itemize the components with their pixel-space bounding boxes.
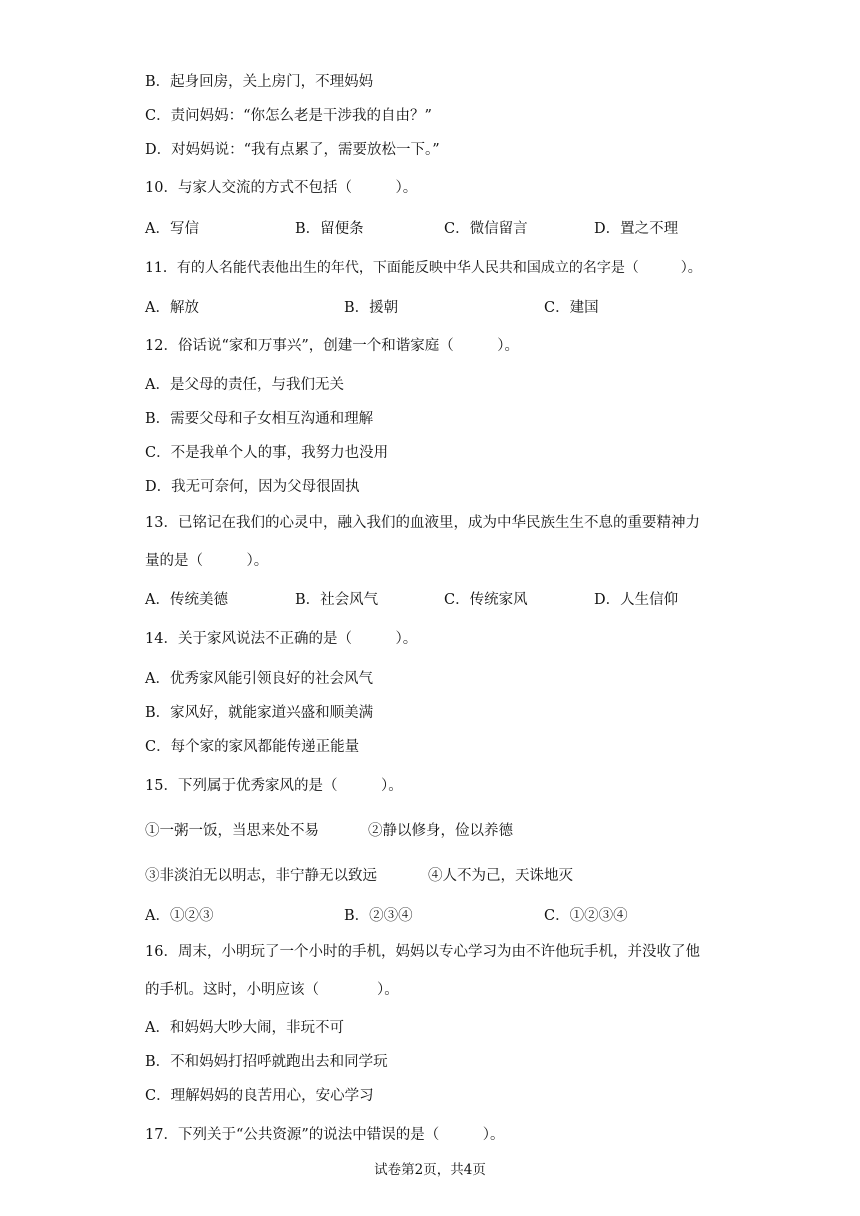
q13-option-a: A．传统美德 — [145, 592, 228, 608]
q15-item-2: ②静以修身，俭以养德 — [368, 823, 513, 839]
q12-stem: 12．俗话说“家和万事兴”，创建一个和谐家庭（ ）。 — [145, 338, 520, 354]
q15-option-c: C．①②③④ — [544, 908, 628, 924]
q11-stem: 11．有的人名能代表他出生的年代，下面能反映中华人民共和国成立的名字是（ ）。 — [145, 260, 702, 276]
q10-option-c: C．微信留言 — [444, 221, 528, 237]
q15-stem: 15．下列属于优秀家风的是（ ）。 — [145, 778, 403, 794]
q13-option-b: B．社会风气 — [295, 592, 379, 608]
q15-option-a: A．①②③ — [145, 908, 214, 924]
q10-stem: 10．与家人交流的方式不包括（ ）。 — [145, 180, 418, 196]
q16-option-c: C．理解妈妈的良苦用心，安心学习 — [145, 1088, 374, 1104]
q10-option-d: D．置之不理 — [594, 221, 679, 237]
q12-option-c: C．不是我单个人的事，我努力也没用 — [145, 445, 389, 461]
q13-option-d: D．人生信仰 — [594, 592, 679, 608]
q10-option-a: A．写信 — [145, 221, 199, 237]
q15-item-4: ④人不为己，天诛地灭 — [428, 868, 573, 884]
q10-option-b: B．留便条 — [295, 221, 364, 237]
q17-stem: 17．下列关于“公共资源”的说法中错误的是（ ）。 — [145, 1127, 505, 1143]
q14-stem: 14．关于家风说法不正确的是（ ）。 — [145, 631, 418, 647]
q14-option-c: C．每个家的家风都能传递正能量 — [145, 739, 360, 755]
q14-option-a: A．优秀家风能引领良好的社会风气 — [145, 671, 373, 687]
q16-option-a: A．和妈妈大吵大闹，非玩不可 — [145, 1020, 344, 1036]
q12-option-a: A．是父母的责任，与我们无关 — [145, 377, 344, 393]
q12-option-d: D．我无可奈何，因为父母很固执 — [145, 479, 360, 495]
q15-item-3: ③非淡泊无以明志，非宁静无以致远 — [145, 868, 377, 884]
q14-option-b: B．家风好，就能家道兴盛和顺美满 — [145, 705, 374, 721]
q13-stem-line2: 量的是（ ）。 — [145, 553, 269, 569]
q16-stem-line2: 的手机。这时，小明应该（ ）。 — [145, 982, 399, 998]
q11-option-c: C．建国 — [544, 300, 599, 316]
q16-option-b: B．不和妈妈打招呼就跑出去和同学玩 — [145, 1054, 388, 1070]
q13-option-c: C．传统家风 — [444, 592, 528, 608]
page-footer: 试卷第2页，共4页 — [374, 1162, 486, 1178]
q11-option-b: B．援朝 — [344, 300, 399, 316]
q15-option-b: B．②③④ — [344, 908, 413, 924]
q9-option-d: D．对妈妈说：“我有点累了，需要放松一下。” — [145, 142, 440, 158]
q16-stem-line1: 16．周末，小明玩了一个小时的手机，妈妈以专心学习为由不许他玩手机，并没收了他 — [145, 944, 700, 960]
q15-item-1: ①一粥一饭，当思来处不易 — [145, 823, 319, 839]
q13-stem-line1: 13．已铭记在我们的心灵中，融入我们的血液里，成为中华民族生生不息的重要精神力 — [145, 515, 700, 531]
q12-option-b: B．需要父母和子女相互沟通和理解 — [145, 411, 374, 427]
q9-option-b: B．起身回房，关上房门，不理妈妈 — [145, 74, 374, 90]
q11-option-a: A．解放 — [145, 300, 199, 316]
q9-option-c: C．责问妈妈：“你怎么老是干涉我的自由？” — [145, 108, 432, 124]
